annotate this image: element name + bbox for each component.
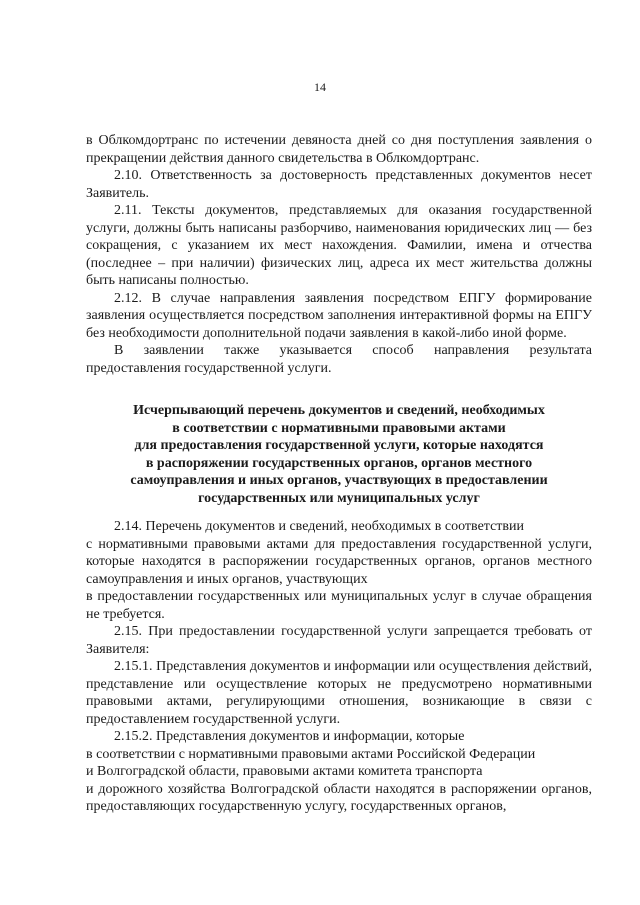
paragraph-2-15-2-end: и дорожного хозяйства Волгоградской области находятся в распоряжении органов, предоставляющих государственную услугу, государственных органов, — [86, 781, 592, 814]
paragraph-2-11: 2.11. Тексты документов, представляемых для оказания государственной услуги, должны быть написаны разборчиво, наименования юридических лиц — без сокращения, с указанием их мест нахождения. Фамилии, имена и отчества (последнее – при наличии) физических лиц, адреса их мест жительства должны быть написаны полностью. — [86, 203, 592, 288]
paragraph-continuation: в Облкомдортранс по истечении девяноста дней со дня поступления заявления о прекращении действия данного свидетельства в Облкомдортранс. — [86, 133, 592, 166]
paragraph-result-method-end: предоставления государственной услуги. — [86, 360, 332, 376]
bottom-text-block — [86, 518, 592, 816]
paragraph-2-15-2-line: и Волгоградской области, правовыми актами комитета транспорта — [86, 764, 483, 779]
paragraph-2-15-2-line: в соответствии с нормативными правовыми актами Российской Федерации — [86, 746, 536, 762]
page-number: 14 — [314, 80, 326, 94]
heading-line: в соответствии с нормативными правовыми актами — [172, 420, 506, 436]
top-text-block — [86, 132, 592, 377]
paragraph-2-14-start: 2.14. Перечень документов и сведений, необходимых в соответствии — [114, 519, 525, 534]
paragraph-2-15-1: 2.15.1. Представления документов и информации или осуществления действий, представление или осуществление которых не предусмотрено нормативными правовыми актами, регулирующими отношения, возникающие в связи с предоставлением государственной услуги. — [86, 659, 592, 727]
paragraph-result-method: В заявлении также указывается способ направления результата — [114, 343, 592, 358]
paragraph-2-15-2-start: 2.15.2. Представления документов и информации, которые — [114, 729, 465, 744]
paragraph-2-15: 2.15. При предоставлении государственной услуги запрещается требовать от Заявителя: — [86, 624, 592, 657]
heading-line: Исчерпывающий перечень документов и сведений, необходимых — [133, 403, 545, 418]
paragraph-2-12: 2.12. В случае направления заявления посредством ЕПГУ формирование заявления осуществляется посредством заполнения интерактивной формы на ЕПГУ без необходимости дополнительной подачи заявления в какой-либо иной форме. — [86, 290, 592, 341]
section-heading — [86, 402, 592, 507]
paragraph-2-14-body: с нормативными правовыми актами для предоставления государственной услуги, которые находятся в распоряжении государственных органов, органов местного самоуправления и иных органов, участвующих — [86, 536, 592, 587]
heading-line: в распоряжении государственных органов, органов местного — [145, 455, 533, 471]
heading-line: государственных или муниципальных услуг — [198, 490, 480, 506]
paragraph-2-14-end: в предоставлении государственных или муниципальных услуг в случае обращения не требуется. — [86, 589, 592, 622]
heading-line: для предоставления государственной услуги, которые находятся — [134, 438, 544, 453]
heading-line: самоуправления и иных органов, участвующих в предоставлении — [130, 473, 548, 488]
paragraph-2-10: 2.10. Ответственность за достоверность представленных документов несет Заявитель. — [86, 168, 592, 201]
